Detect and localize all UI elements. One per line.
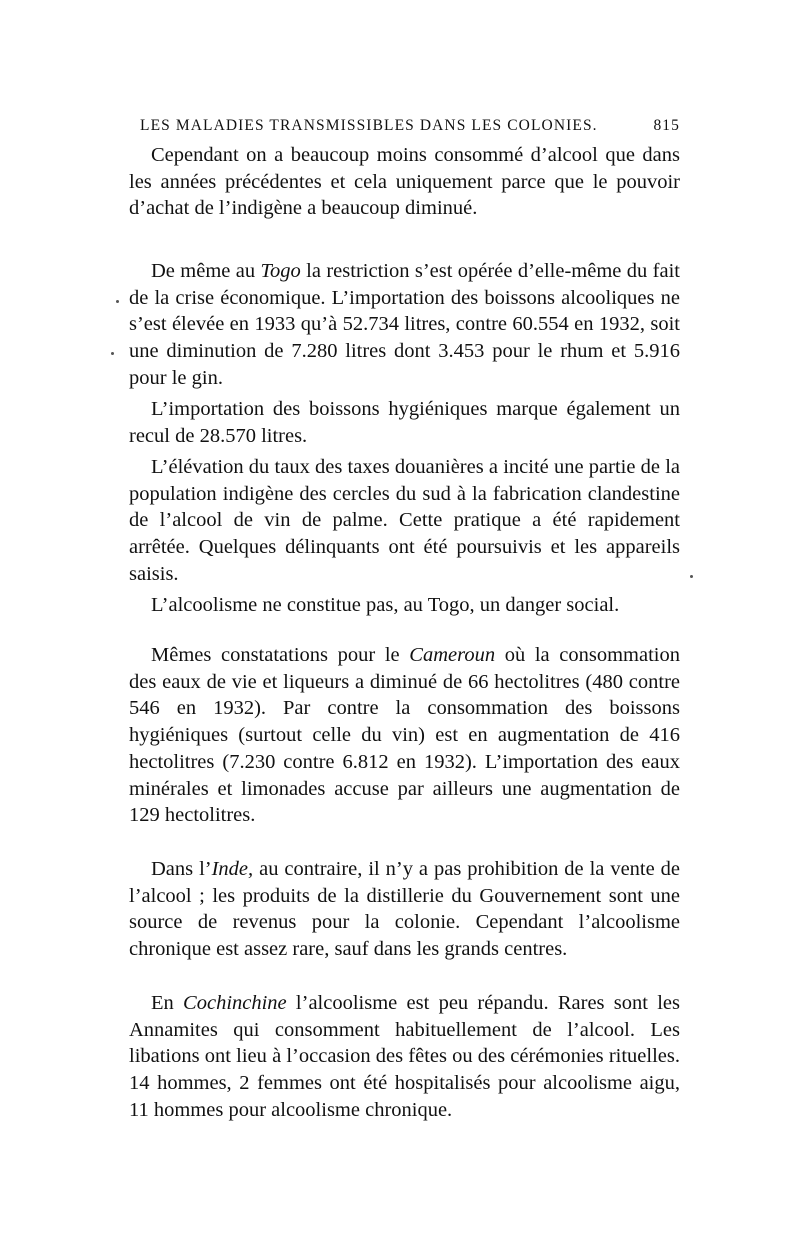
paragraph-customs-taxes — [129, 454, 680, 588]
paragraph-text: L’élévation du taux des taxes douanières a incité une partie de la population indigène des cercles du sud à la fabrication clandestine de l’alcool de vin de palme. Cette pratique a été rapidement arrêtée. Quelques délinquants ont été poursuivis et les appareils saisis. — [129, 456, 680, 585]
paragraph-cochinchine — [129, 990, 680, 1124]
paragraph-inde — [129, 856, 680, 963]
paragraph-text-before: De même au — [151, 260, 261, 282]
paragraph-text-before: En — [151, 992, 184, 1014]
print-speck — [690, 575, 693, 578]
paragraph-consumption-decline — [129, 142, 680, 222]
paragraph-text-after: où la consommation des eaux de vie et liqueurs a diminué de 66 hectolitres (480 contre 546 en 1932). Par contre la consommation des boissons hygiéniques (surtout celle du vin) est en augmentation de 416 hectolitres (7.230 contre 6.812 en 1932). L’importation des eaux minérales et limonades accuse par ailleurs une augmentation de 129 hectolitres. — [129, 644, 680, 827]
running-head — [140, 117, 680, 135]
paragraph-cameroun — [129, 642, 680, 829]
paragraph-text-before: Dans l’ — [151, 858, 212, 880]
paragraph-togo-conclusion — [129, 592, 680, 619]
paragraph-text-after: au contraire, il n’y a pas prohibition de la vente de l’alcool ; les produits de la distillerie du Gouvernement sont une source de revenus pour la colonie. Cependant l’alcoolisme chronique est assez rare, sauf dans les grands centres. — [129, 858, 681, 961]
place-name-cameroun: Cameroun — [409, 644, 496, 666]
paragraph-text-before: Mêmes constatations pour le — [151, 644, 410, 666]
page-number: 815 — [653, 117, 680, 134]
print-speck — [111, 352, 114, 355]
paragraph-text: L’importation des boissons hygiéniques marque également un recul de 28.570 litres. — [129, 398, 680, 447]
paragraph-text-after: l’alcoolisme est peu répandu. Rares sont les Annamites qui consomment habituellement de l’alcool. Les libations ont lieu à l’occasion des fêtes ou des cérémonies rituelles. 14 hommes, 2 femmes ont été hospitalisés pour alcoolisme aigu, 11 hommes pour alcoolisme chronique. — [129, 992, 680, 1121]
paragraph-text: Cependant on a beaucoup moins consommé d’alcool que dans les années précédentes et cela uniquement parce que le pouvoir d’achat de l’indigène a beaucoup diminué. — [129, 144, 680, 220]
running-head-title: LES MALADIES TRANSMISSIBLES DANS LES COLONIES. — [140, 117, 598, 134]
paragraph-text: L’alcoolisme ne constitue pas, au Togo, un danger social. — [151, 594, 620, 616]
print-speck — [116, 300, 119, 303]
place-name-cochinchine: Cochinchine — [183, 992, 287, 1014]
paragraph-hygienic-drinks — [129, 396, 680, 449]
place-name-inde: Inde, — [211, 858, 254, 880]
paragraph-text-after: la restriction s’est opérée d’elle-même du fait de la crise économique. L’importation des boissons alcooliques ne s’est élevée en 1933 qu’à 52.734 litres, contre 60.554 en 1932, soit une diminution de 7.280 litres dont 3.453 pour le rhum et 5.916 pour le gin. — [129, 260, 680, 389]
paragraph-togo-import — [129, 258, 680, 392]
place-name-togo: Togo — [260, 260, 301, 282]
